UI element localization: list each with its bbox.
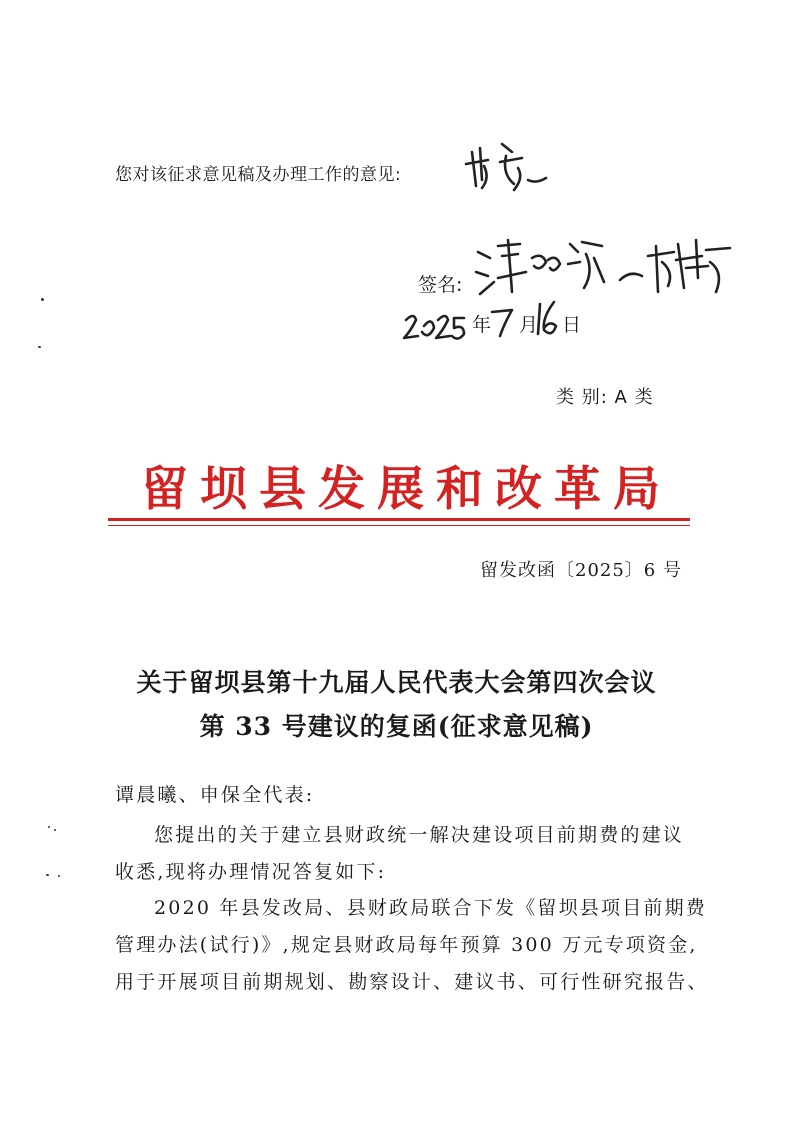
handwritten-day — [534, 298, 560, 340]
letterhead-org-name: 留坝县发展和改革局 — [141, 462, 672, 517]
handwritten-opinion — [462, 134, 552, 194]
body-line: 收悉,现将办理情况答复如下: — [115, 861, 387, 883]
day-char: 日 — [562, 314, 582, 336]
scan-speck — [38, 346, 41, 348]
scan-speck — [46, 874, 49, 876]
body-line: 用于开展项目前期规划、勘察设计、建议书、可行性研究报告、 — [115, 971, 709, 993]
scan-speck — [54, 829, 56, 831]
document-number: 留发改函〔2025〕6 号 — [480, 560, 682, 581]
body-line: 您提出的关于建立县财政统一解决建设项目前期费的建议 — [154, 824, 685, 846]
opinion-label: 您对该征求意见稿及办理工作的意见: — [115, 165, 402, 185]
category-label: 类 别: — [556, 387, 608, 408]
letterhead-rule-thin — [108, 525, 690, 526]
document-title-line1: 关于留坝县第十九届人民代表大会第四次会议 — [136, 668, 657, 697]
signature-label: 签名: — [418, 274, 463, 296]
year-char: 年 — [472, 314, 492, 336]
document-title-line2: 第 33 号建议的复函(征求意见稿) — [199, 712, 594, 741]
month-char: 月 — [519, 314, 539, 336]
handwritten-month — [488, 300, 518, 340]
handwritten-signature — [470, 232, 750, 307]
category-value: A 类 — [614, 387, 654, 408]
category-row — [556, 383, 654, 409]
body-line: 2020 年县发改局、县财政局联合下发《留坝县项目前期费 — [154, 897, 707, 919]
handwritten-year — [402, 310, 468, 344]
scan-speck — [58, 875, 60, 877]
body-line: 管理办法(试行)》,规定县财政局每年预算 300 万元专项资金, — [115, 934, 698, 956]
scan-speck — [48, 826, 50, 828]
letterhead-rule-thick — [108, 518, 690, 521]
scan-speck — [41, 298, 44, 301]
salutation: 谭晨曦、申保全代表: — [115, 784, 315, 806]
